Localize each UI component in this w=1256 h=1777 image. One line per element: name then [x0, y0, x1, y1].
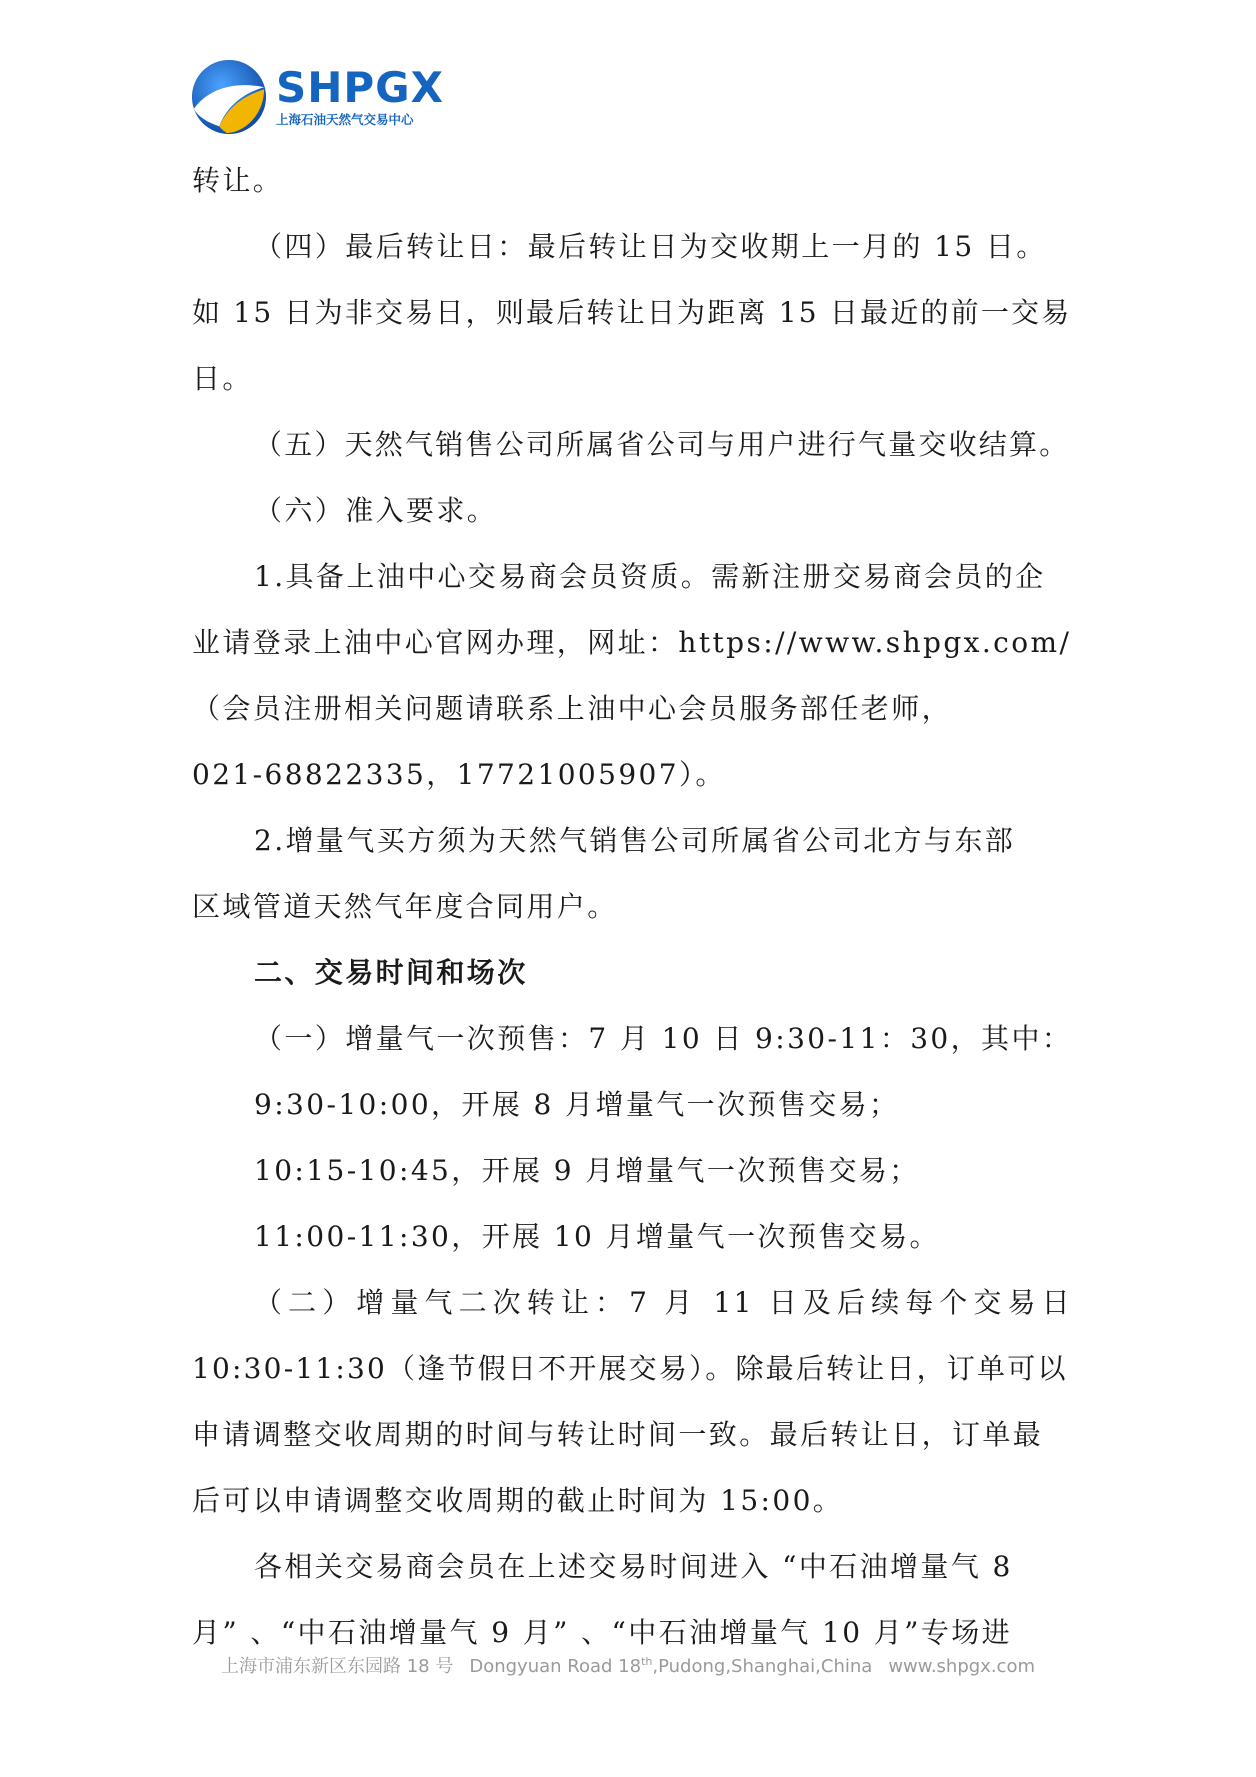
text-line: 转让。 [192, 164, 284, 197]
text-line: （一）增量气一次预售：7 月 10 日 9:30-11：30，其中： [254, 1022, 1073, 1055]
text-line: 区域管道天然气年度合同用户。 [192, 890, 618, 923]
text-line: 如 15 日为非交易日，则最后转让日为距离 15 日最近的前一交易 [192, 296, 1072, 329]
text-line: （会员注册相关问题请联系上油中心会员服务部任老师， [192, 692, 953, 725]
text-line: 9:30-10:00，开展 8 月增量气一次预售交易； [254, 1088, 900, 1121]
logo-subtitle: 上海石油天然气交易中心 [276, 112, 414, 127]
text-line: 11:00-11:30，开展 10 月增量气一次预售交易。 [254, 1220, 940, 1253]
text-line: 日。 [192, 362, 253, 395]
text-line: 申请调整交收周期的时间与转让时间一致。最后转让日，订单最 [192, 1418, 1044, 1451]
text-line: 10:15-10:45，开展 9 月增量气一次预售交易； [254, 1154, 920, 1187]
shpgx-logo-icon [190, 58, 268, 136]
text-line: 各相关交易商会员在上述交易时间进入 “中石油增量气 8 [254, 1550, 1013, 1583]
text-line: 后可以申请调整交收周期的截止时间为 15:00。 [192, 1484, 844, 1517]
text-line: （六）准入要求。 [254, 494, 498, 527]
footer-address-en: Dongyuan Road 18th,Pudong,Shanghai,China [469, 1655, 873, 1677]
text-line: （四）最后转让日：最后转让日为交收期上一月的 15 日。 [254, 230, 1047, 263]
logo-wordmark: SHPGX [276, 63, 445, 112]
text-line: 2.增量气买方须为天然气销售公司所属省公司北方与东部 [254, 824, 1016, 857]
text-line: （五）天然气销售公司所属省公司与用户进行气量交收结算。 [254, 428, 1070, 461]
header-logo [190, 58, 444, 136]
text-line: 10:30-11:30（逢节假日不开展交易）。除最后转让日，订单可以 [192, 1352, 1068, 1385]
text-line: 1.具备上油中心交易商会员资质。需新注册交易商会员的企 [254, 560, 1046, 593]
document-body [192, 148, 1072, 1666]
text-line: 月” 、“中石油增量气 9 月” 、“中石油增量气 10 月”专场进 [192, 1616, 1013, 1649]
page-footer [0, 1652, 1256, 1678]
footer-address-cn: 上海市浦东新区东园路 18 号 [220, 1656, 454, 1677]
text-line: 业请登录上油中心官网办理，网址：https://www.shpgx.com/ [192, 626, 1072, 659]
text-line: （二）增量气二次转让：7 月 11 日及后续每个交易日 [254, 1286, 1072, 1319]
section-heading: 二、交易时间和场次 [254, 956, 528, 989]
text-line: 021-68822335，17721005907）。 [192, 758, 726, 791]
footer-website: www.shpgx.com [888, 1656, 1036, 1677]
